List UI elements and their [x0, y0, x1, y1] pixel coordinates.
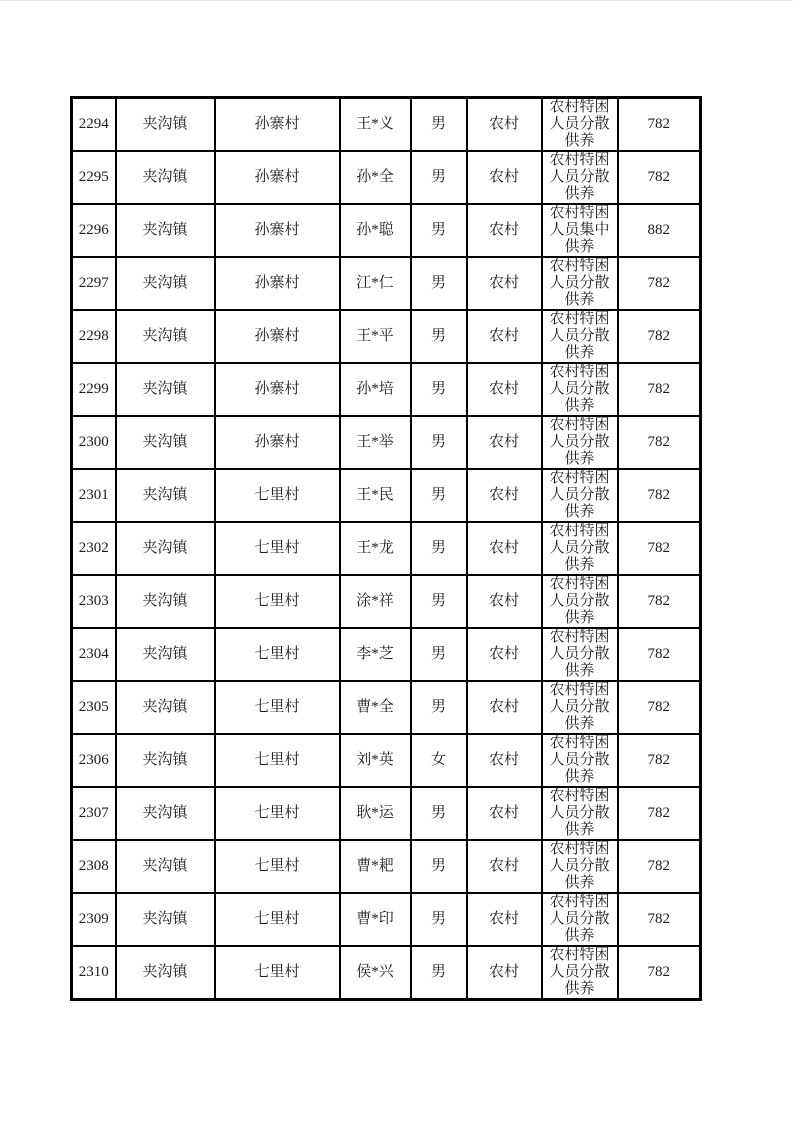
- cell-support-type: 农村特困人员分散供养: [542, 893, 618, 946]
- cell-area: 农村: [467, 787, 542, 840]
- cell-area: 农村: [467, 469, 542, 522]
- cell-amount: 782: [618, 469, 701, 522]
- cell-amount: 782: [618, 787, 701, 840]
- table-row: [72, 363, 701, 416]
- cell-id: 2304: [72, 628, 116, 681]
- table-body: [72, 98, 701, 1000]
- cell-amount: 782: [618, 575, 701, 628]
- cell-name: 王*民: [340, 469, 411, 522]
- cell-amount: 782: [618, 681, 701, 734]
- cell-area: 农村: [467, 893, 542, 946]
- table-row: [72, 787, 701, 840]
- cell-id: 2295: [72, 151, 116, 204]
- cell-town: 夹沟镇: [116, 575, 215, 628]
- cell-village: 孙寨村: [215, 204, 340, 257]
- cell-support-type: 农村特困人员分散供养: [542, 310, 618, 363]
- cell-area: 农村: [467, 681, 542, 734]
- cell-id: 2308: [72, 840, 116, 893]
- cell-support-type: 农村特困人员分散供养: [542, 98, 618, 152]
- table-row: [72, 469, 701, 522]
- cell-village: 孙寨村: [215, 151, 340, 204]
- cell-gender: 男: [411, 893, 467, 946]
- cell-gender: 男: [411, 363, 467, 416]
- cell-area: 农村: [467, 946, 542, 1000]
- cell-support-type: 农村特困人员分散供养: [542, 151, 618, 204]
- cell-village: 七里村: [215, 893, 340, 946]
- cell-town: 夹沟镇: [116, 204, 215, 257]
- cell-name: 江*仁: [340, 257, 411, 310]
- cell-village: 七里村: [215, 522, 340, 575]
- cell-amount: 782: [618, 946, 701, 1000]
- cell-id: 2310: [72, 946, 116, 1000]
- cell-gender: 男: [411, 469, 467, 522]
- cell-support-type: 农村特困人员分散供养: [542, 416, 618, 469]
- table-row: [72, 98, 701, 152]
- cell-village: 孙寨村: [215, 257, 340, 310]
- cell-town: 夹沟镇: [116, 734, 215, 787]
- cell-village: 七里村: [215, 575, 340, 628]
- cell-area: 农村: [467, 257, 542, 310]
- table-row: [72, 257, 701, 310]
- cell-area: 农村: [467, 522, 542, 575]
- cell-id: 2306: [72, 734, 116, 787]
- cell-village: 七里村: [215, 734, 340, 787]
- cell-id: 2302: [72, 522, 116, 575]
- cell-village: 孙寨村: [215, 98, 340, 152]
- cell-gender: 男: [411, 522, 467, 575]
- cell-amount: 782: [618, 734, 701, 787]
- cell-amount: 782: [618, 628, 701, 681]
- cell-name: 孙*全: [340, 151, 411, 204]
- cell-support-type: 农村特困人员分散供养: [542, 469, 618, 522]
- cell-town: 夹沟镇: [116, 416, 215, 469]
- cell-support-type: 农村特困人员分散供养: [542, 787, 618, 840]
- cell-town: 夹沟镇: [116, 98, 215, 152]
- cell-amount: 782: [618, 151, 701, 204]
- cell-amount: 782: [618, 310, 701, 363]
- cell-gender: 男: [411, 787, 467, 840]
- cell-gender: 女: [411, 734, 467, 787]
- cell-town: 夹沟镇: [116, 946, 215, 1000]
- cell-support-type: 农村特困人员分散供养: [542, 257, 618, 310]
- cell-village: 七里村: [215, 787, 340, 840]
- welfare-records-table: [70, 96, 702, 1001]
- table-row: [72, 310, 701, 363]
- cell-area: 农村: [467, 151, 542, 204]
- cell-gender: 男: [411, 257, 467, 310]
- cell-support-type: 农村特困人员分散供养: [542, 840, 618, 893]
- cell-id: 2297: [72, 257, 116, 310]
- table-row: [72, 204, 701, 257]
- cell-support-type: 农村特困人员集中供养: [542, 204, 618, 257]
- cell-name: 孙*聪: [340, 204, 411, 257]
- cell-id: 2294: [72, 98, 116, 152]
- table-row: [72, 946, 701, 1000]
- cell-town: 夹沟镇: [116, 310, 215, 363]
- cell-area: 农村: [467, 840, 542, 893]
- cell-support-type: 农村特困人员分散供养: [542, 522, 618, 575]
- cell-name: 曹*印: [340, 893, 411, 946]
- cell-town: 夹沟镇: [116, 522, 215, 575]
- cell-area: 农村: [467, 416, 542, 469]
- cell-amount: 782: [618, 893, 701, 946]
- page-top-edge: [0, 0, 793, 1]
- cell-town: 夹沟镇: [116, 893, 215, 946]
- cell-amount: 782: [618, 257, 701, 310]
- cell-gender: 男: [411, 575, 467, 628]
- cell-village: 七里村: [215, 469, 340, 522]
- cell-name: 王*平: [340, 310, 411, 363]
- cell-name: 李*芝: [340, 628, 411, 681]
- cell-amount: 782: [618, 840, 701, 893]
- cell-name: 孙*培: [340, 363, 411, 416]
- cell-village: 七里村: [215, 840, 340, 893]
- cell-town: 夹沟镇: [116, 787, 215, 840]
- cell-gender: 男: [411, 681, 467, 734]
- table-row: [72, 151, 701, 204]
- cell-name: 王*义: [340, 98, 411, 152]
- cell-area: 农村: [467, 575, 542, 628]
- cell-name: 刘*英: [340, 734, 411, 787]
- cell-support-type: 农村特困人员分散供养: [542, 628, 618, 681]
- cell-name: 涂*祥: [340, 575, 411, 628]
- cell-town: 夹沟镇: [116, 840, 215, 893]
- cell-support-type: 农村特困人员分散供养: [542, 681, 618, 734]
- cell-town: 夹沟镇: [116, 363, 215, 416]
- cell-name: 耿*运: [340, 787, 411, 840]
- cell-gender: 男: [411, 946, 467, 1000]
- cell-village: 七里村: [215, 946, 340, 1000]
- cell-gender: 男: [411, 416, 467, 469]
- cell-id: 2305: [72, 681, 116, 734]
- table-row: [72, 522, 701, 575]
- cell-amount: 882: [618, 204, 701, 257]
- cell-support-type: 农村特困人员分散供养: [542, 575, 618, 628]
- cell-id: 2299: [72, 363, 116, 416]
- cell-town: 夹沟镇: [116, 469, 215, 522]
- cell-id: 2309: [72, 893, 116, 946]
- cell-name: 王*举: [340, 416, 411, 469]
- cell-id: 2301: [72, 469, 116, 522]
- cell-support-type: 农村特困人员分散供养: [542, 946, 618, 1000]
- cell-village: 孙寨村: [215, 416, 340, 469]
- table-row: [72, 681, 701, 734]
- cell-id: 2298: [72, 310, 116, 363]
- cell-town: 夹沟镇: [116, 628, 215, 681]
- cell-town: 夹沟镇: [116, 257, 215, 310]
- cell-id: 2296: [72, 204, 116, 257]
- cell-gender: 男: [411, 840, 467, 893]
- cell-id: 2303: [72, 575, 116, 628]
- cell-gender: 男: [411, 204, 467, 257]
- cell-village: 七里村: [215, 628, 340, 681]
- cell-area: 农村: [467, 628, 542, 681]
- table-row: [72, 416, 701, 469]
- cell-name: 曹*耙: [340, 840, 411, 893]
- cell-gender: 男: [411, 151, 467, 204]
- cell-village: 七里村: [215, 681, 340, 734]
- cell-gender: 男: [411, 310, 467, 363]
- cell-amount: 782: [618, 522, 701, 575]
- cell-gender: 男: [411, 628, 467, 681]
- cell-town: 夹沟镇: [116, 151, 215, 204]
- table-row: [72, 734, 701, 787]
- cell-gender: 男: [411, 98, 467, 152]
- cell-area: 农村: [467, 98, 542, 152]
- cell-id: 2300: [72, 416, 116, 469]
- cell-town: 夹沟镇: [116, 681, 215, 734]
- cell-name: 侯*兴: [340, 946, 411, 1000]
- cell-name: 王*龙: [340, 522, 411, 575]
- cell-area: 农村: [467, 204, 542, 257]
- cell-village: 孙寨村: [215, 310, 340, 363]
- cell-amount: 782: [618, 416, 701, 469]
- cell-village: 孙寨村: [215, 363, 340, 416]
- table-row: [72, 628, 701, 681]
- table-row: [72, 575, 701, 628]
- cell-amount: 782: [618, 363, 701, 416]
- cell-area: 农村: [467, 363, 542, 416]
- cell-area: 农村: [467, 310, 542, 363]
- cell-name: 曹*全: [340, 681, 411, 734]
- cell-support-type: 农村特困人员分散供养: [542, 363, 618, 416]
- cell-support-type: 农村特困人员分散供养: [542, 734, 618, 787]
- table-row: [72, 893, 701, 946]
- cell-area: 农村: [467, 734, 542, 787]
- cell-id: 2307: [72, 787, 116, 840]
- cell-amount: 782: [618, 98, 701, 152]
- table-row: [72, 840, 701, 893]
